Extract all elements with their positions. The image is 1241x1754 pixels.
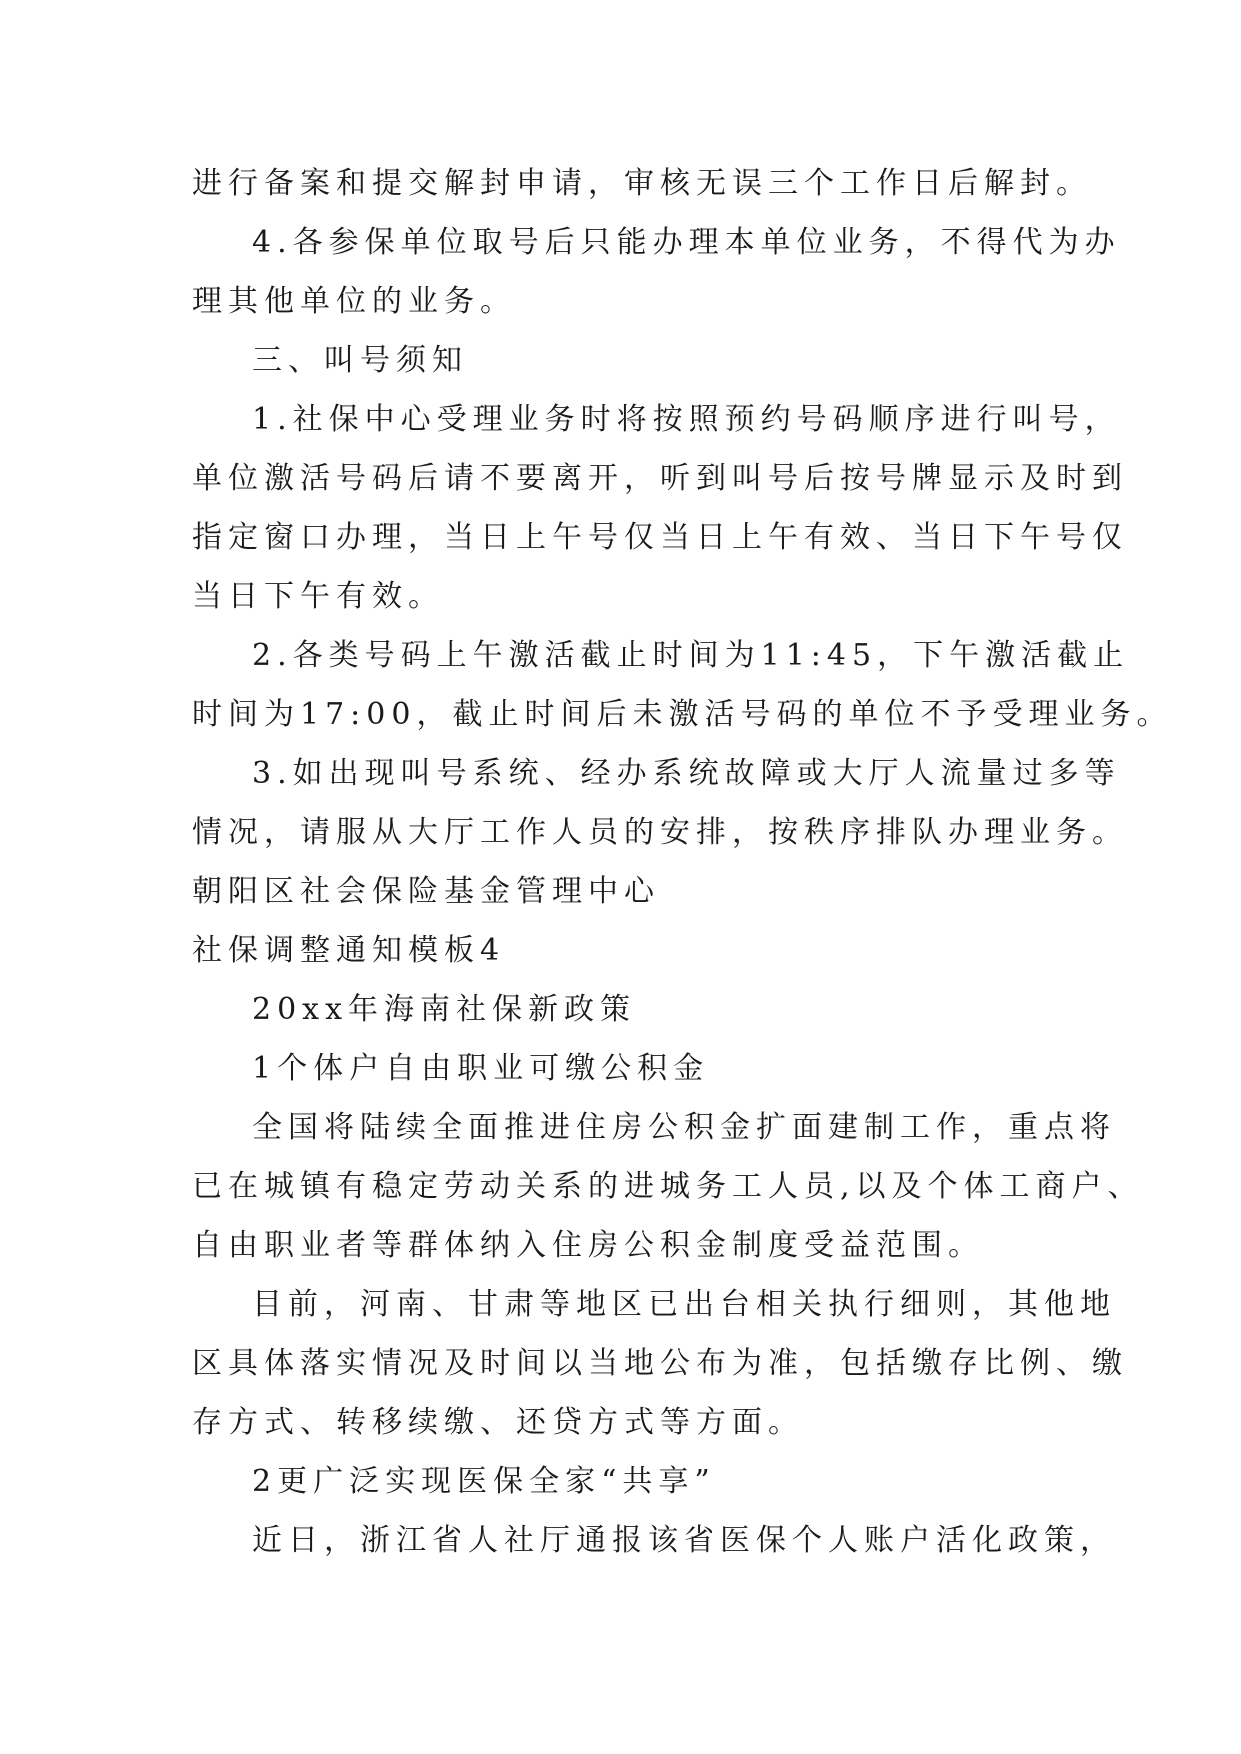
text-line: 指定窗口办理，当日上午号仅当日上午有效、当日下午号仅 [192, 520, 1128, 555]
text-line: 当日下午有效。 [192, 579, 444, 614]
text-line: 2.各类号码上午激活截止时间为11:45，下午激活截止 [252, 638, 1130, 673]
text-line: 4.各参保单位取号后只能办理本单位业务，不得代为办 [252, 225, 1121, 260]
section-heading: 三、叫号须知 [252, 343, 468, 378]
item-heading: 1个体户自由职业可缴公积金 [252, 1051, 710, 1086]
text-line: 3.如出现叫号系统、经办系统故障或大厅人流量过多等 [252, 756, 1121, 791]
text-line: 全国将陆续全面推进住房公积金扩面建制工作，重点将 [252, 1110, 1116, 1145]
document-title: 社保调整通知模板4 [192, 933, 506, 968]
text-line: 1.社保中心受理业务时将按照预约号码顺序进行叫号， [252, 402, 1121, 437]
text-line: 近日，浙江省人社厅通报该省医保个人账户活化政策， [252, 1523, 1116, 1558]
text-line: 自由职业者等群体纳入住房公积金制度受益范围。 [192, 1228, 984, 1263]
text-line: 目前，河南、甘肃等地区已出台相关执行细则，其他地 [252, 1287, 1116, 1322]
text-line: 进行备案和提交解封申请，审核无误三个工作日后解封。 [192, 166, 1092, 201]
text-line: 时间为17:00，截止时间后未激活号码的单位不予受理业务。 [192, 697, 1173, 732]
text-line: 存方式、转移续缴、还贷方式等方面。 [192, 1405, 804, 1440]
text-line: 理其他单位的业务。 [192, 284, 516, 319]
text-line: 已在城镇有稳定劳动关系的进城务工人员,以及个体工商户、 [192, 1169, 1144, 1204]
organization-signature: 朝阳区社会保险基金管理中心 [192, 874, 660, 909]
subtitle: 20xx年海南社保新政策 [252, 992, 637, 1027]
text-line: 单位激活号码后请不要离开，听到叫号后按号牌显示及时到 [192, 461, 1128, 496]
text-line: 情况，请服从大厅工作人员的安排，按秩序排队办理业务。 [192, 815, 1128, 850]
item-heading: 2更广泛实现医保全家“共享” [252, 1464, 716, 1499]
text-line: 区具体落实情况及时间以当地公布为准，包括缴存比例、缴 [192, 1346, 1128, 1381]
